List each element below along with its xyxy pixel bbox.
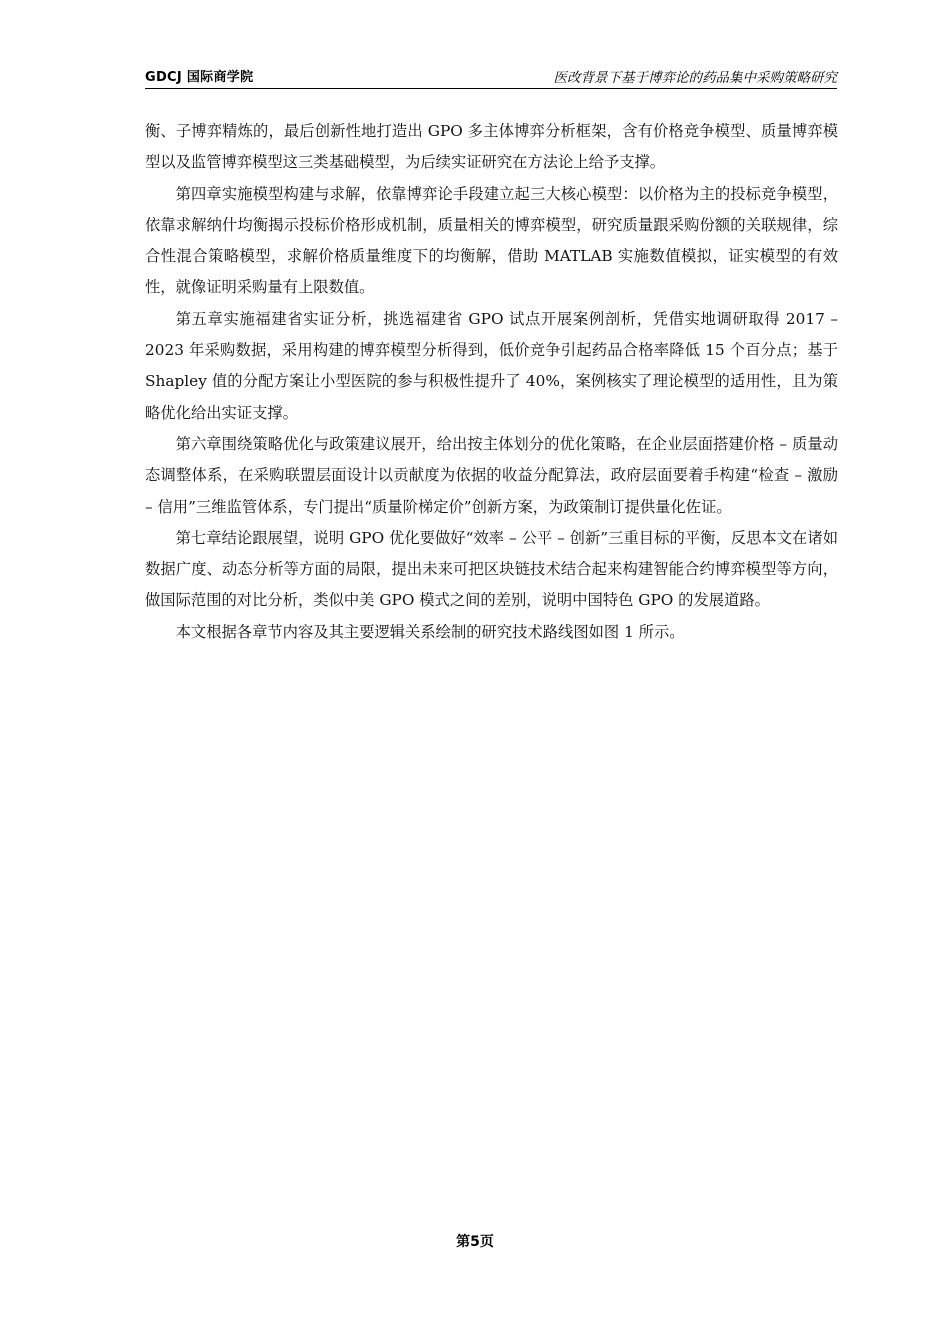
paragraph-chapter7: 第七章结论跟展望，说明 GPO 优化要做好“效率 – 公平 – 创新”三重目标的平衡，反思本文在诸如数据广度、动态分析等方面的局限，提出未来可把区块链技术结合起来构建智能合约博弈模型等方向，做国际范围的对比分析，类似中美 GPO 模式之间的差别，说明中国特色 GPO 的发展道路。: [145, 528, 838, 610]
paragraph-chapter5: 第五章实施福建省实证分析，挑选福建省 GPO 试点开展案例剖析，凭借实地调研取得 2017 – 2023 年采购数据，采用构建的博弈模型分析得到，低价竞争引起药品合格率降低 15 个百分点；基于 Shapley 值的分配方案让小型医院的参与积极性提升了 40%，案例核实了理论模型的适用性，且为策略优化给出实证支撑。: [145, 309, 838, 422]
paragraph-chapter6: 第六章围绕策略优化与政策建议展开，给出按主体划分的优化策略，在企业层面搭建价格 – 质量动态调整体系，在采购联盟层面设计以贡献度为依据的收益分配算法，政府层面要着手构建“检查 – 激励 – 信用”三维监管体系，专门提出“质量阶梯定价”创新方案，为政策制订提供量化佐证。: [145, 434, 838, 516]
paragraph-roadmap-intro: 本文根据各章节内容及其主要逻辑关系绘制的研究技术路线图如图 1 所示。: [175, 622, 685, 641]
header-institution: GDCJ 国际商学院: [145, 70, 254, 85]
page-header: [145, 66, 837, 89]
paragraph-chapter3-continued: 衡、子博弈精炼的，最后创新性地打造出 GPO 多主体博弈分析框架，含有价格竞争模型、质量博弈模型以及监管博弈模型这三类基础模型，为后续实证研究在方法论上给予支撑。: [145, 122, 838, 172]
paragraph-chapter4: 第四章实施模型构建与求解，依靠博弈论手段建立起三大核心模型：以价格为主的投标竞争模型，依靠求解纳什均衡揭示投标价格形成机制，质量相关的博弈模型，研究质量跟采购份额的关联规律，综合性混合策略模型，求解价格质量维度下的均衡解，借助 MATLAB 实施数值模拟，证实模型的有效性，就像证明采购量有上限数值。: [145, 184, 838, 297]
page-number: 第5页: [456, 1234, 494, 1250]
header-thesis-title: 医改背景下基于博弈论的药品集中采购策略研究: [553, 70, 837, 86]
body-text: [145, 116, 838, 648]
